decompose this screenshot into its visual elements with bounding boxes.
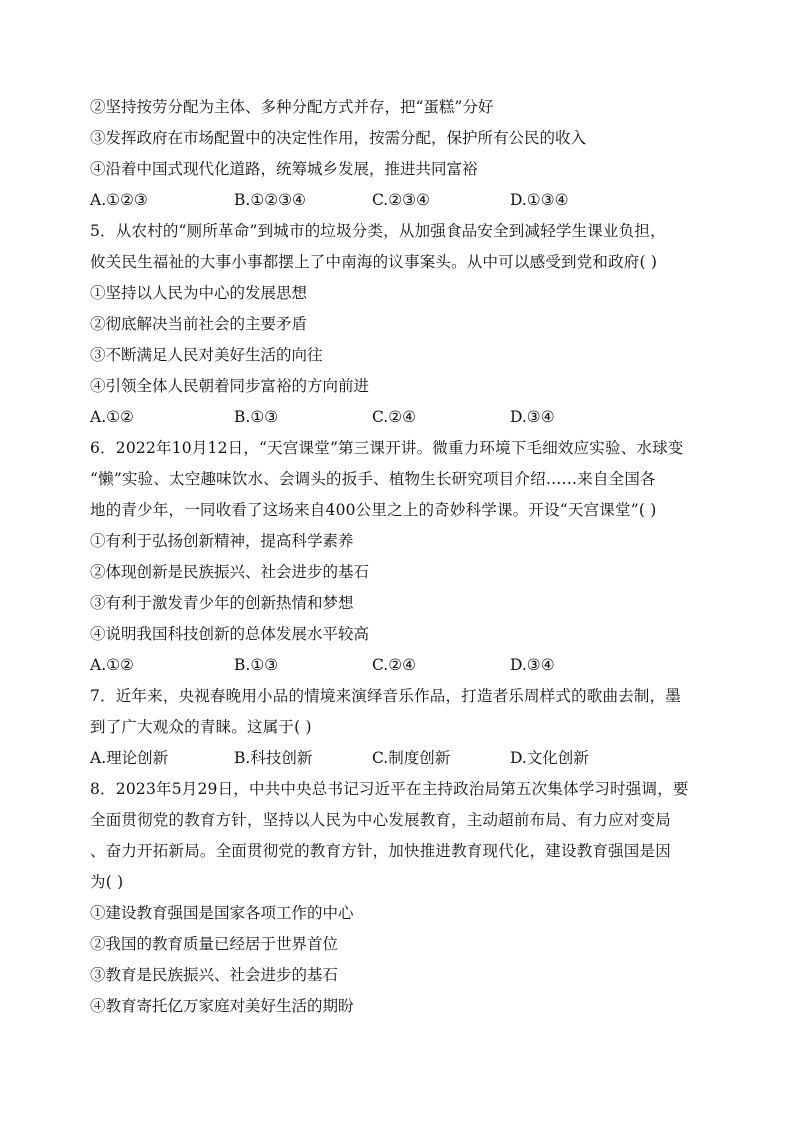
question-5 [90, 216, 700, 433]
statement: ①建设教育强国是国家各项工作的中心 [90, 904, 354, 922]
question-stem: 5．从农村的“厕所革命”到城市的垃圾分类，从加强食品安全到减轻学生课业负担， [90, 222, 666, 240]
question-7 [90, 681, 700, 774]
statement: ④沿着中国式现代化道路，统筹城乡发展，推进共同富裕 [90, 160, 478, 178]
statement: ④引领全体人民朝着同步富裕的方向前进 [90, 377, 370, 395]
question-stem: 、奋力开拓新局。全面贯彻党的教育方针，加快推进教育现代化，建设教育强国是因 [90, 842, 671, 860]
statement: ④教育寄托亿万家庭对美好生活的期盼 [90, 997, 354, 1015]
statement: ②彻底解决当前社会的主要矛盾 [90, 315, 308, 333]
option-d[interactable]: D.③④ [510, 656, 555, 674]
option-b[interactable]: B.①②③④ [234, 191, 306, 209]
question-stem: 6．2022年10月12日，“天宫课堂”第三课开讲。微重力环境下毛细效应实验、水球变 [90, 439, 684, 457]
statement: ②体现创新是民族振兴、社会进步的基石 [90, 563, 370, 581]
answer-options [90, 743, 700, 774]
statement: ④说明我国科技创新的总体发展水平较高 [90, 625, 370, 643]
option-c[interactable]: C.制度创新 [372, 749, 451, 767]
statement: ①有利于弘扬创新精神，提高科学素养 [90, 532, 354, 550]
question-stem: “懒”实验、太空趣味饮水、会调头的扳手、植物生长研究项目介绍……来自全国各 [90, 470, 656, 488]
option-d[interactable]: D.①③④ [510, 191, 569, 209]
question-stem: 全面贯彻党的教育方针，坚持以人民为中心发展教育，主动超前布局、有力应对变局 [90, 811, 671, 829]
option-c[interactable]: C.②④ [372, 408, 417, 426]
question-8 [90, 774, 700, 1022]
statement: ③有利于激发青少年的创新热情和梦想 [90, 594, 354, 612]
answer-options [90, 185, 700, 216]
question-stem: 攸关民生福祉的大事小事都摆上了中南海的议事案头。从中可以感受到党和政府( ) [90, 253, 658, 271]
statement: ②坚持按劳分配为主体、多种分配方式并存，把“蛋糕”分好 [90, 98, 494, 116]
question-stem: 为( ) [90, 873, 124, 891]
question-stem: 地的青少年，一同收看了这场来自400公里之上的奇妙科学课。开设“天宫课堂”( ) [90, 501, 657, 519]
question-stem: 8．2023年5月29日，中共中央总书记习近平在主持政治局第五次集体学习时强调，要 [90, 780, 689, 798]
option-a[interactable]: A.理论创新 [90, 749, 169, 767]
option-d[interactable]: D.③④ [510, 408, 555, 426]
exam-page [90, 92, 700, 1022]
option-c[interactable]: C.②③④ [372, 191, 430, 209]
statement: ③不断满足人民对美好生活的向往 [90, 346, 323, 364]
option-a[interactable]: A.①② [90, 656, 134, 674]
question-stem: 到了广大观众的青睐。这属于( ) [90, 718, 312, 736]
option-b[interactable]: B.①③ [234, 656, 279, 674]
answer-options [90, 650, 700, 681]
statement: ③教育是民族振兴、社会进步的基石 [90, 966, 339, 984]
option-a[interactable]: A.①② [90, 408, 134, 426]
question-stem: 7．近年来，央视春晚用小品的情境来演绎音乐作品，打造者乐周样式的歌曲去制，墨 [90, 687, 681, 705]
option-b[interactable]: B.科技创新 [234, 749, 313, 767]
option-b[interactable]: B.①③ [234, 408, 279, 426]
statement: ③发挥政府在市场配置中的决定性作用，按需分配，保护所有公民的收入 [90, 129, 587, 147]
option-d[interactable]: D.文化创新 [510, 749, 589, 767]
statement: ①坚持以人民为中心的发展思想 [90, 284, 308, 302]
option-a[interactable]: A.①②③ [90, 191, 148, 209]
option-c[interactable]: C.②④ [372, 656, 417, 674]
question-4 [90, 92, 700, 216]
statement: ②我国的教育质量已经居于世界首位 [90, 935, 339, 953]
question-6 [90, 433, 700, 681]
answer-options [90, 402, 700, 433]
